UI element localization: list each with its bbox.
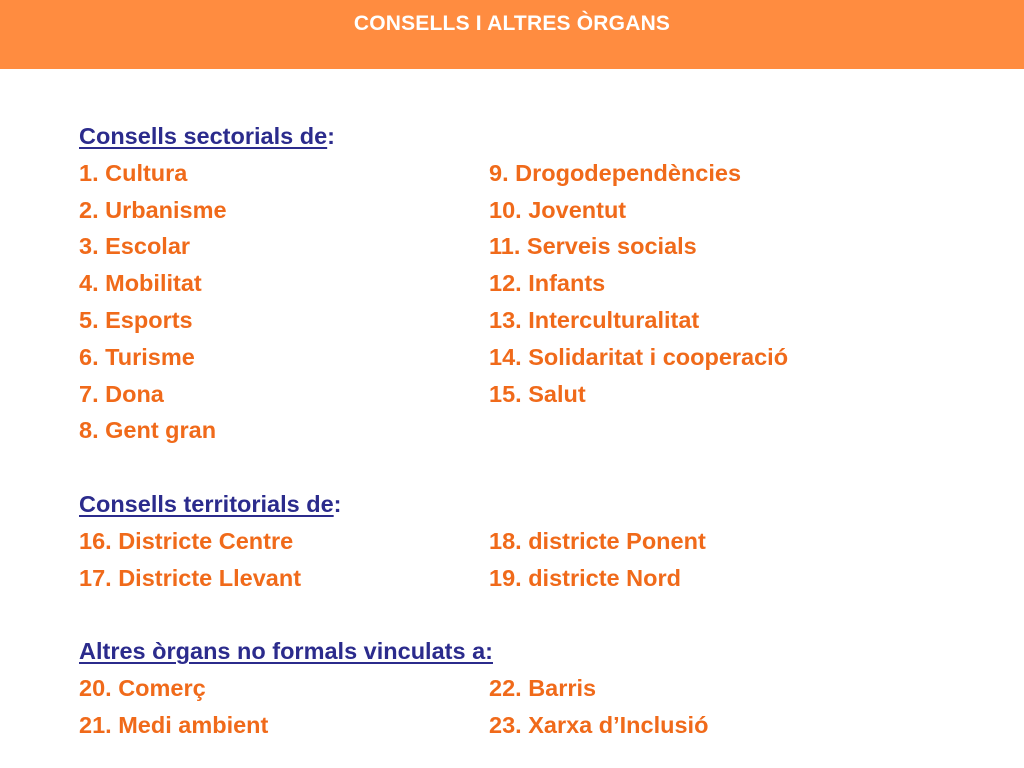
title-banner	[0, 0, 1024, 69]
list-item: 15. Salut	[489, 380, 586, 407]
list-row	[79, 265, 979, 302]
section-heading-label: Consells sectorials de	[79, 123, 328, 149]
section-heading-suffix: :	[333, 490, 342, 517]
list-row	[79, 707, 979, 744]
section-heading-label: Altres òrgans no formals vinculats a:	[79, 638, 493, 665]
content-area	[79, 118, 979, 744]
page-title: CONSELLS I ALTRES ÒRGANS	[353, 12, 671, 35]
list-row	[79, 228, 979, 265]
list-item: 3. Escolar	[79, 233, 191, 260]
list-row	[79, 376, 979, 413]
list-item: 23. Xarxa d’Inclusió	[489, 711, 709, 738]
list-item: 12. Infants	[489, 270, 606, 297]
list-item: 13. Interculturalitat	[489, 306, 700, 333]
list-row	[79, 339, 979, 376]
section-spacer	[79, 596, 979, 633]
section-heading-territorials	[79, 486, 979, 523]
section-heading-suffix: :	[327, 123, 335, 149]
list-item: 4. Mobilitat	[79, 270, 202, 297]
list-row	[79, 302, 979, 339]
list-item: 11. Serveis socials	[489, 233, 697, 260]
list-item: 10. Joventut	[489, 196, 627, 223]
list-item: 20. Comerç	[79, 674, 206, 701]
list-item: 6. Turisme	[79, 343, 195, 370]
section-spacer	[79, 449, 979, 486]
list-item: 8. Gent gran	[79, 417, 217, 444]
list-row	[79, 155, 979, 192]
list-item: 14. Solidaritat i cooperació	[489, 343, 789, 370]
list-item: 1. Cultura	[79, 159, 188, 186]
list-row	[79, 670, 979, 707]
list-item: 18. districte Ponent	[489, 527, 706, 554]
list-item: 16. Districte Centre	[79, 527, 294, 554]
section-heading-sectorials	[79, 118, 979, 155]
list-item: 17. Districte Llevant	[79, 564, 302, 591]
list-row	[79, 192, 979, 229]
list-row	[79, 560, 979, 597]
list-row	[79, 412, 979, 449]
list-item: 19. districte Nord	[489, 564, 681, 591]
list-row	[79, 523, 979, 560]
list-item: 9. Drogodependències	[489, 159, 742, 186]
list-item: 5. Esports	[79, 306, 193, 333]
list-item: 22. Barris	[489, 674, 597, 701]
section-heading-label: Consells territorials de	[79, 490, 334, 517]
list-item: 2. Urbanisme	[79, 196, 227, 223]
list-item: 7. Dona	[79, 380, 164, 407]
section-heading-altres	[79, 633, 979, 670]
list-item: 21. Medi ambient	[79, 711, 269, 738]
